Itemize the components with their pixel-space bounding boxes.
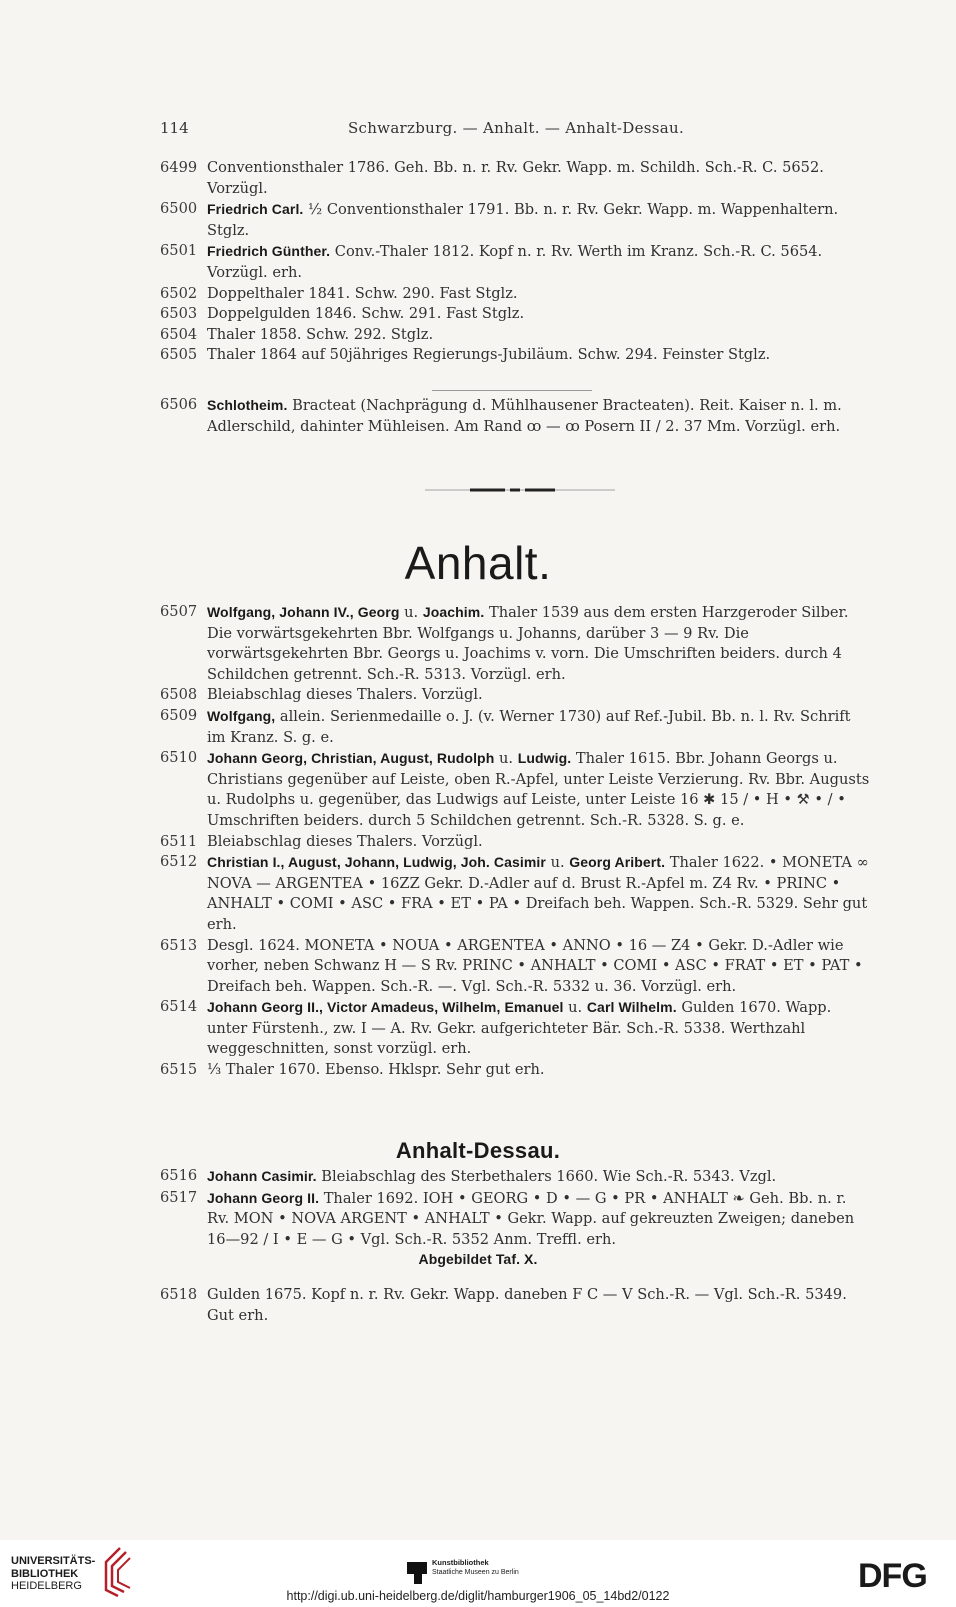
ub-line-2: BIBLIOTHEK <box>11 1567 79 1580</box>
entry-text: Gulden 1675. Kopf n. r. Rv. Gekr. Wapp. daneben F C — V Sch.-R. — Vgl. Sch.-R. 5349. Gut erh. <box>207 1286 847 1324</box>
entry-text: Bleiabschlag des Sterbethalers 1660. Wie Sch.-R. 5343. Vzgl. <box>316 1168 777 1185</box>
catalog-entry <box>160 345 872 366</box>
entry-number: 6508 <box>160 686 198 704</box>
entry-text: Bracteat (Nachprägung d. Mühlhausener Bracteaten). Reit. Kaiser n. l. m. Adlerschild, dahinter Mühleisen. Am Rand ꝏ — ꝏ Posern II / 2. 37 Mm. Vorzügl. erh. <box>207 397 842 435</box>
catalog-entry <box>160 685 872 706</box>
section-title-anhalt-dessau: Anhalt-Dessau. <box>395 1138 561 1163</box>
entry-number: 6515 <box>160 1061 198 1079</box>
entry-name: Joachim. <box>422 604 485 620</box>
section-title-anhalt: Anhalt. <box>404 537 552 589</box>
catalog-entry <box>160 241 872 283</box>
entry-number: 6502 <box>160 284 198 302</box>
entries-anhalt-dessau <box>160 1166 872 1250</box>
entry-number: 6514 <box>160 998 198 1016</box>
entry-name: Carl Wilhelm. <box>586 999 677 1016</box>
entry-text: Gulden 1670. Wapp. unter Fürstenh., zw. I — A. Rv. Gekr. aufgerichteter Bär. Sch.-R. 5338. Werthzahl weggeschnitten, sonst vorzügl. erh. <box>207 999 832 1058</box>
entry-name: Wolfgang, <box>207 707 276 724</box>
dfg-logo: DFG <box>858 1557 927 1595</box>
catalog-entry <box>160 325 872 346</box>
entry-name: Johann Georg, Christian, August, Rudolph <box>207 750 495 767</box>
entry-number: 6517 <box>160 1188 198 1206</box>
entry-text: u. <box>545 854 570 872</box>
entry-name: Johann Georg II. <box>207 1189 320 1206</box>
figure-note: Abgebildet Taf. X. <box>418 1251 538 1267</box>
section-divider <box>432 390 592 391</box>
entry-number: 6507 <box>160 603 198 620</box>
entry-name: Johann Georg II., Victor Amadeus, Wilhelm, Emanuel <box>207 999 564 1016</box>
entry-name: Johann Casimir. <box>207 1168 317 1184</box>
entry-text: Bleiabschlag dieses Thalers. Vorzügl. <box>207 832 483 850</box>
entry-text: ⅓ Thaler 1670. Ebenso. Hklspr. Sehr gut erh. <box>207 1061 545 1079</box>
catalog-entry <box>160 748 872 831</box>
entry-number: 6518 <box>160 1286 198 1303</box>
entry-text: Conv.-Thaler 1812. Kopf n. r. Rv. Werth im Kranz. Sch.-R. C. 5654. Vorzügl. erh. <box>207 243 823 281</box>
entry-name: Friedrich Carl. <box>207 201 304 218</box>
entry-number: 6505 <box>160 346 198 364</box>
entries-schlotheim <box>160 395 872 437</box>
entry-text: Thaler 1615. Bbr. Johann Georgs u. Christians gegenüber auf Leiste, oben R.-Apfel, unter Leiste Verzierung. Rv. Bbr. Augusts u. Rudolphs u. gegenüber, das Ludwigs auf Leiste, unter Leiste 16 ✱ 15 / • H • ⚒ • / • Umschriften beiders. durch 5 Schildchen getrennt. Sch.-R. 5328. S. g. e. <box>207 750 870 829</box>
entry-name: Friedrich Günther. <box>207 243 331 260</box>
entry-text: Thaler 1864 auf 50jähriges Regierungs-Jubiläum. Schw. 294. Feinster Stglz. <box>207 346 771 364</box>
entry-text: Thaler 1692. IOH • GEORG • D • — G • PR • ANHALT ❧ Geh. Bb. n. r. Rv. MON • NOVA ARGENT • ANHALT • Gekr. Wapp. auf gekreuzten Zweigen; daneben 16—92 / I • E — G • Vgl. Sch.-R. 5352 Anm. Treffl. erh. <box>207 1189 855 1248</box>
entry-number: 6512 <box>160 853 198 871</box>
catalog-entry <box>160 852 872 935</box>
entry-number: 6504 <box>160 325 198 343</box>
entry-text: u. <box>399 604 423 621</box>
catalog-entry <box>160 706 872 748</box>
entry-text: allein. Serienmedaille o. J. (v. Werner 1730) auf Ref.-Jubil. Bb. n. l. Rv. Schrift im Kranz. S. g. e. <box>207 707 851 746</box>
page-number: 114 <box>160 119 189 137</box>
catalog-entry <box>160 997 872 1060</box>
catalog-entry <box>160 1285 872 1326</box>
kb-line-1: Kunstbibliothek <box>432 1558 489 1567</box>
entry-name: Schlotheim. <box>207 397 288 413</box>
ornamental-rule <box>425 487 615 493</box>
source-url[interactable]: http://digi.ub.uni-heidelberg.de/diglit/hamburger1906_05_14bd2/0122 <box>286 1589 670 1603</box>
entry-number: 6513 <box>160 936 198 954</box>
entry-name: Christian I., August, Johann, Ludwig, Joh. Casimir <box>207 854 546 871</box>
entry-name: Ludwig. <box>517 750 572 767</box>
entries-schwarzburg <box>160 158 872 366</box>
kunstbibliothek-logo-icon <box>407 1562 427 1584</box>
entry-text: Thaler 1539 aus dem ersten Harzgeroder Silber. Die vorwärtsgekehrten Bbr. Wolfgangs u. Johanns, darüber 3 — 9 Rv. Die vorwärtsgekehrten Bbr. Georgs u. Joachims v. vorn. Die Umschriften beiders. durch 4 Schildchen getrennt. Sch.-R. 5313. Vorzügl. erh. <box>207 604 849 683</box>
catalog-entry <box>160 158 872 199</box>
catalog-entry <box>160 284 872 305</box>
entry-number: 6510 <box>160 749 198 767</box>
entry-number: 6516 <box>160 1167 198 1184</box>
page-header <box>160 119 872 141</box>
entry-text: Desgl. 1624. MONETA • NOUA • ARGENTEA • ANNO • 16 — Z4 • Gekr. D.-Adler wie vorher, neben Schwanz H — S Rv. PRINC • ANHALT • COMI • ASC • FRAT • ET • PAT • Dreifach beh. Wappen. Sch.-R. —. Vgl. Sch.-R. 5332 u. 36. Vorzügl. erh. <box>207 936 863 995</box>
catalog-entry <box>160 832 872 853</box>
entry-text: Doppelgulden 1846. Schw. 291. Fast Stglz. <box>207 305 525 323</box>
catalog-entry <box>160 1166 872 1188</box>
running-title: Schwarzburg. — Anhalt. — Anhalt-Dessau. <box>347 119 685 137</box>
ub-line-3: HEIDELBERG <box>11 1580 82 1592</box>
entry-number: 6509 <box>160 706 198 724</box>
entry-text: Bleiabschlag dieses Thalers. Vorzügl. <box>207 686 483 704</box>
entry-number: 6511 <box>160 832 198 850</box>
entry-text: ½ Conventionsthaler 1791. Bb. n. r. Rv. Gekr. Wapp. m. Wappenhaltern. Stglz. <box>207 201 839 239</box>
catalog-entry <box>160 602 872 685</box>
entry-text: Doppelthaler 1841. Schw. 290. Fast Stglz. <box>207 284 518 302</box>
catalog-entry <box>160 304 872 325</box>
entry-name: Georg Aribert. <box>569 854 666 871</box>
entry-number: 6501 <box>160 242 198 260</box>
entry-number: 6500 <box>160 200 198 218</box>
entry-text: u. <box>563 999 587 1017</box>
entries-anhalt-dessau-cont <box>160 1285 872 1326</box>
catalog-entry <box>160 936 872 998</box>
catalog-entry <box>160 395 872 437</box>
entry-number: 6499 <box>160 159 198 176</box>
catalog-entry <box>160 1188 872 1251</box>
kunstbibliothek-label <box>432 1558 519 1577</box>
ub-line-1: UNIVERSITÄTS- <box>11 1555 96 1567</box>
entry-text: Thaler 1858. Schw. 292. Stglz. <box>207 325 434 343</box>
entry-name: Wolfgang, Johann IV., Georg <box>207 604 400 620</box>
catalog-entry <box>160 1060 872 1081</box>
entry-number: 6503 <box>160 305 198 323</box>
entry-text: Conventionsthaler 1786. Geh. Bb. n. r. Rv. Gekr. Wapp. m. Schildh. Sch.-R. C. 5652. Vorzügl. <box>207 159 824 197</box>
catalog-entry <box>160 199 872 241</box>
entry-number: 6506 <box>160 396 198 413</box>
entry-text: u. <box>494 750 518 768</box>
entries-anhalt <box>160 602 872 1081</box>
entry-text: Thaler 1622. • MONETA ∞ NOVA — ARGENTEA • 16ZZ Gekr. D.-Adler auf d. Brust R.-Apfel m. Z4 Rv. • PRINC • ANHALT • COMI • ASC • FRA • ET • PA • Dreifach beh. Wappen. Sch.-R. 5329. Sehr gut erh. <box>207 854 869 933</box>
ub-heidelberg-label <box>11 1555 95 1593</box>
kb-line-2: Staatliche Museen zu Berlin <box>432 1569 519 1576</box>
